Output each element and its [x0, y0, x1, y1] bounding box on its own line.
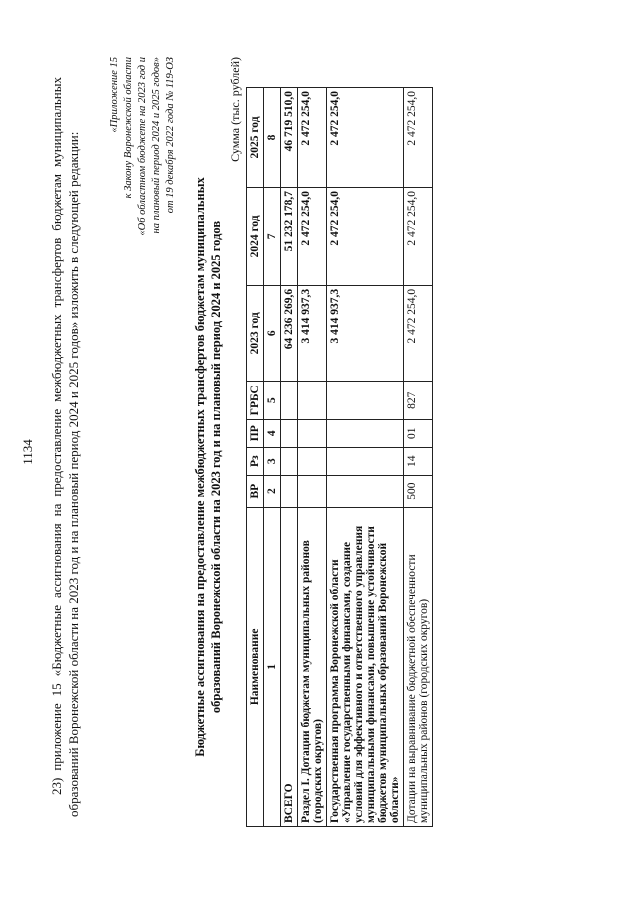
rotated-content: [20, 17, 620, 887]
row-grbs: [298, 381, 327, 419]
row-rz: 14: [404, 447, 433, 475]
table-row: [281, 88, 298, 827]
col-number: 3: [264, 447, 281, 475]
appendix-line: «Приложение 15: [109, 57, 120, 133]
row-vr: [281, 475, 298, 507]
row-name: Дотации на выравнивание бюджетной обеспеченности муниципальных районов (городских округов): [404, 507, 433, 826]
row-rz: [327, 447, 404, 475]
col-number: 1: [264, 507, 281, 826]
row-2024: 2 472 254,0: [298, 187, 327, 285]
col-header-grbs: ГРБС: [247, 381, 264, 419]
row-2025: 2 472 254,0: [327, 88, 404, 188]
col-number: 8: [264, 88, 281, 188]
appendix-note: [108, 57, 178, 357]
row-2025: 2 472 254,0: [298, 88, 327, 188]
row-name: Раздел I. Дотации бюджетам муниципальных районов (городских округов): [298, 507, 327, 826]
table-header-row: [247, 88, 264, 827]
row-grbs: [281, 381, 298, 419]
budget-table: [246, 87, 433, 827]
page-number: 1134: [20, 439, 35, 465]
row-2023: 64 236 269,6: [281, 285, 298, 381]
appendix-line: «Об областном бюджете на 2023 год и: [137, 57, 148, 236]
appendix-line: к Закону Воронежской области: [123, 57, 134, 199]
col-header-rz: Рз: [247, 447, 264, 475]
row-vr: [327, 475, 404, 507]
row-2025: 46 719 510,0: [281, 88, 298, 188]
row-2024: 2 472 254,0: [404, 187, 433, 285]
intro-paragraph: 23) приложение 15 «Бюджетные ассигнования на предоставление межбюджетных трансфертов бюджетам муниципальных образований Воронежской области на 2023 год и на плановый период 2024 и 2025 годов» изложить в следующей редакции:: [49, 77, 81, 817]
col-header-2023: 2023 год: [247, 285, 264, 381]
row-name: Государственная программа Воронежской области «Управление государственными финансами, создание условий для эффективного и ответственного управления муниципальными финансами, повышение устойчивости бюджетов муниципальных образований Воронежской области»: [327, 507, 404, 826]
col-header-2024: 2024 год: [247, 187, 264, 285]
col-number: 4: [264, 419, 281, 447]
col-header-name: Наименование: [247, 507, 264, 826]
col-number: 7: [264, 187, 281, 285]
col-number: 5: [264, 381, 281, 419]
table-row: [327, 88, 404, 827]
row-pr: 01: [404, 419, 433, 447]
row-2023: 2 472 254,0: [404, 285, 433, 381]
table-title: [192, 107, 224, 827]
col-number: 6: [264, 285, 281, 381]
title-line: образований Воронежской области на 2023 год и на плановый период 2024 и 2025 годов: [209, 220, 223, 714]
row-pr: [281, 419, 298, 447]
row-pr: [298, 419, 327, 447]
row-name: ВСЕГО: [281, 507, 298, 826]
col-header-2025: 2025 год: [247, 88, 264, 188]
title-line: Бюджетные ассигнования на предоставление межбюджетных трансфертов бюджетам муниципальных: [193, 177, 207, 757]
appendix-line: на плановый период 2024 и 2025 годов»: [151, 57, 162, 234]
row-rz: [281, 447, 298, 475]
row-rz: [298, 447, 327, 475]
column-number-row: [264, 88, 281, 827]
appendix-line: от 19 декабря 2022 года № 119-ОЗ: [165, 57, 176, 214]
row-2024: 51 232 178,7: [281, 187, 298, 285]
row-pr: [327, 419, 404, 447]
row-2025: 2 472 254,0: [404, 88, 433, 188]
col-number: 2: [264, 475, 281, 507]
row-vr: [298, 475, 327, 507]
row-grbs: [327, 381, 404, 419]
row-grbs: 827: [404, 381, 433, 419]
col-header-vr: ВР: [247, 475, 264, 507]
table-row: [298, 88, 327, 827]
row-2024: 2 472 254,0: [327, 187, 404, 285]
row-2023: 3 414 937,3: [298, 285, 327, 381]
units-label: Сумма (тыс. рублей): [228, 57, 242, 162]
row-2023: 3 414 937,3: [327, 285, 404, 381]
row-vr: 500: [404, 475, 433, 507]
table-row: [404, 88, 433, 827]
col-header-pr: ПР: [247, 419, 264, 447]
